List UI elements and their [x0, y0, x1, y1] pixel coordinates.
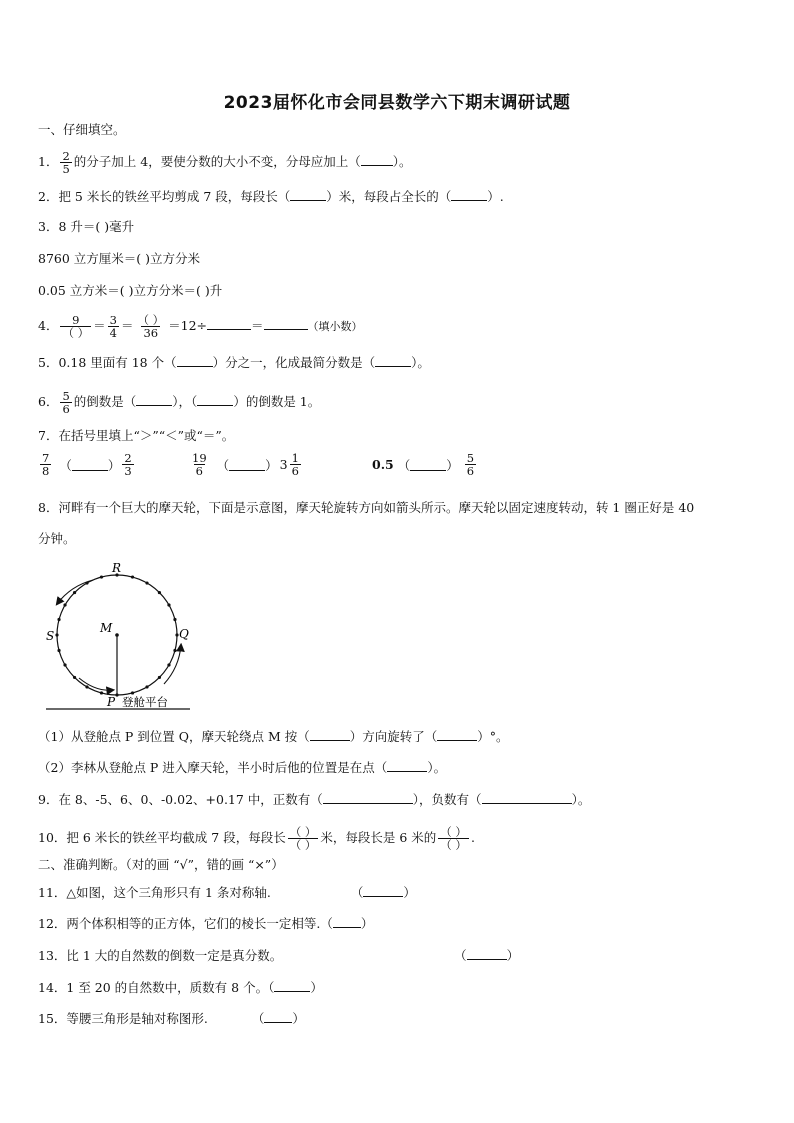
q1-tail: ）。: [392, 154, 412, 169]
q4-answer-blank-1[interactable]: [207, 317, 251, 330]
wheel-cabin-dot: [85, 685, 88, 688]
q6-denominator: 6: [62, 402, 70, 416]
wheel-cabin-dot: [55, 633, 58, 636]
q4-fraction-1: [60, 314, 91, 339]
wheel-cabin-dot: [173, 618, 176, 621]
q6-answer-blank-2[interactable]: [197, 393, 233, 406]
wheel-cabin-dot: [167, 663, 170, 666]
q2-mid: ）米，每段占全长的（: [326, 189, 452, 204]
q7-c2-left-num: 19: [192, 451, 207, 465]
q15-text: 15．等腰三角形是轴对称图形.: [38, 1011, 208, 1026]
q1-text: 的分子加上 4，要使分数的大小不变，分母应加上（: [73, 154, 361, 169]
q4-number: 4．: [38, 318, 59, 333]
question-8-sub-1: [38, 728, 509, 745]
label-s: S: [46, 629, 55, 643]
q15-open: （: [251, 1011, 265, 1026]
q4-tail: （填小数）: [307, 320, 363, 333]
q10-fraction-1[interactable]: [288, 826, 319, 851]
question-3-b: 8760 立方厘米＝( )立方分米: [38, 251, 201, 266]
q4-f1-denominator: （ ）: [62, 326, 90, 340]
q10-f1-den: （ ）: [289, 838, 317, 852]
q9-answer-blank-1[interactable]: [323, 791, 413, 804]
q8-sub2-tail: ）。: [427, 760, 447, 775]
q9-tail: ）。: [571, 792, 591, 807]
wheel-cabin-dot: [57, 649, 60, 652]
q11-open: （: [350, 885, 364, 900]
q5-answer-blank-1[interactable]: [177, 354, 213, 367]
rotation-arrow-bottom: [79, 678, 113, 690]
q7-c2-whole: 3: [279, 457, 288, 472]
q8-sub2-text: （2）李林从登舱点 P 进入摩天轮，半小时后他的位置是在点（: [38, 760, 388, 775]
q7-c1-left-num: 7: [42, 451, 50, 465]
q14-close: ）: [310, 980, 323, 995]
q11-answer-blank[interactable]: [363, 884, 403, 897]
q1-numerator: 2: [62, 149, 70, 163]
q6-tail: ）的倒数是 1。: [233, 394, 321, 409]
wheel-cabin-dot: [173, 649, 176, 652]
q1-answer-blank[interactable]: [361, 153, 393, 166]
q2-tail: ）.: [487, 189, 504, 204]
q8-sub1-tail: ）°。: [477, 729, 509, 744]
question-1: [38, 150, 411, 175]
q7-comparison-3: [372, 452, 478, 477]
q7-c2-right-num: 1: [291, 451, 299, 465]
label-platform: 登舱平台: [122, 695, 168, 709]
page-title: 2023届怀化市会同县数学六下期末调研试题: [223, 93, 571, 113]
q6-text: 的倒数是（: [73, 394, 137, 409]
label-p: P: [107, 695, 116, 709]
wheel-cabin-dot: [63, 663, 66, 666]
wheel-cabin-dot: [131, 575, 134, 578]
q13-open: （: [460, 948, 467, 963]
question-11: [38, 884, 416, 901]
q8-sub1-mid: ）方向旋转了（: [349, 729, 438, 744]
q12-close: ）: [360, 916, 374, 931]
section-2-heading: 二、准确判断。（对的画 “√”，错的画 “×”）: [38, 857, 284, 872]
q5-mid: ）分之一，化成最简分数是（: [212, 355, 376, 370]
question-14: [38, 979, 323, 996]
q4-f2-numerator: 3: [109, 313, 117, 327]
rotation-arrow-right: [164, 645, 181, 684]
q7-c1-close: ）: [107, 457, 121, 473]
q8-sub1-text: （1）从登舱点 P 到位置 Q，摩天轮绕点 M 按（: [38, 729, 310, 744]
q10-fraction-2[interactable]: [438, 826, 469, 851]
q7-c1-left-fraction: [40, 452, 51, 477]
wheel-cabin-dot: [158, 676, 161, 679]
q10-f2-den: （ ）: [440, 838, 467, 852]
q4-fraction-2: [108, 314, 119, 339]
q10-f2-num: （ ）: [440, 825, 467, 839]
q4-equals-3: ＝: [251, 318, 264, 333]
q5-answer-blank-2[interactable]: [375, 354, 411, 367]
q14-text: 14．1 至 20 的自然数中，质数有 8 个。（: [38, 980, 275, 995]
q14-answer-blank[interactable]: [274, 979, 310, 992]
question-7: 7．在括号里填上“＞”“＜”或“＝”。: [38, 428, 235, 443]
q2-text: 2．把 5 米长的铁丝平均剪成 7 段，每段长（: [38, 189, 291, 204]
label-q: Q: [179, 627, 189, 641]
q1-number: 1．: [38, 154, 59, 169]
q7-c2-answer-blank[interactable]: [229, 458, 265, 471]
q10-tail: .: [470, 830, 475, 845]
q2-answer-blank-2[interactable]: [451, 188, 487, 201]
ferris-wheel-diagram: [38, 558, 208, 714]
question-8-line-1: 8．河畔有一个巨大的摩天轮，下面是示意图，摩天轮旋转方向如箭头所示。摩天轮以固定速度转动，转 1 圈正好是 40: [38, 500, 695, 515]
q13-text: 13．比 1 大的自然数的倒数一定是真分数。: [38, 948, 283, 963]
q8-sub2-answer-blank[interactable]: [387, 759, 427, 772]
q7-c1-right-fraction: [122, 452, 133, 477]
q7-comparison-1: [38, 452, 136, 477]
q4-f2-denominator: 4: [109, 326, 117, 340]
q7-c1-left-den: 8: [42, 464, 50, 478]
q7-c1-right-num: 2: [124, 451, 132, 465]
q9-answer-blank-2[interactable]: [482, 791, 572, 804]
q12-answer-blank[interactable]: [333, 915, 361, 928]
q15-close: ）: [292, 1011, 305, 1026]
q7-c2-right-den: 6: [291, 464, 299, 478]
q7-c2-left-den: 6: [195, 464, 203, 478]
q6-number: 6．: [38, 394, 59, 409]
wheel-cabin-dot: [100, 691, 103, 694]
question-8-sub-2: [38, 759, 446, 776]
q7-c3-right-num: 5: [466, 451, 475, 465]
question-4: [38, 314, 363, 339]
wheel-cabin-dot: [57, 618, 60, 621]
question-15: [38, 1010, 305, 1027]
label-m: M: [100, 621, 113, 635]
q10-text: 10．把 6 米长的铁丝平均截成 7 段，每段长: [38, 830, 286, 845]
q7-c2-left-fraction: [190, 452, 209, 477]
question-5: [38, 354, 430, 371]
question-13: [38, 947, 519, 964]
wheel-cabin-dot: [100, 575, 103, 578]
q4-f3-denominator: 36: [143, 326, 159, 340]
q7-c1-answer-blank[interactable]: [72, 458, 108, 471]
q4-f1-numerator: 9: [72, 313, 80, 327]
q4-equals-2: ＝: [120, 318, 134, 333]
question-3-c: 0.05 立方米＝( )立方分米＝( )升: [38, 283, 223, 298]
q4-f3-numerator: （ ）: [137, 313, 165, 327]
q7-c3-answer-blank[interactable]: [410, 458, 446, 471]
question-12: [38, 915, 373, 932]
center-point-m: [115, 633, 119, 637]
question-9: [38, 791, 590, 808]
q7-c2-right-fraction: [290, 452, 301, 477]
q6-answer-blank-1[interactable]: [136, 393, 172, 406]
q13-close: ）: [506, 948, 520, 963]
q4-fraction-3: [135, 314, 166, 339]
question-2: [38, 188, 504, 205]
wheel-cabin-dot: [158, 591, 161, 594]
q7-c3-right-fraction: [465, 452, 476, 477]
q7-c3-open: （: [397, 457, 411, 473]
q5-text: 5．0.18 里面有 18 个（: [38, 355, 177, 370]
wheel-cabin-dot: [145, 581, 148, 584]
q7-c3-close: ）: [446, 457, 459, 473]
q1-fraction: [60, 150, 71, 175]
question-3-a: 3．8 升＝( )毫升: [38, 219, 135, 234]
q9-text: 9．在 8、-5、6、0、-0.02、+0.17 中，正数有（: [38, 792, 323, 807]
q4-equals-1: ＝: [93, 318, 106, 333]
q9-mid: ），负数有（: [412, 792, 482, 807]
section-1-heading: 一、仔细填空。: [38, 122, 126, 137]
q11-text: 11．△如图，这个三角形只有 1 条对称轴.: [38, 885, 271, 900]
q7-comparison-2: [188, 452, 303, 477]
question-7-comparisons: [38, 452, 598, 492]
q2-answer-blank-1[interactable]: [290, 188, 326, 201]
q15-answer-blank[interactable]: [264, 1010, 292, 1023]
q7-c3-right-den: 6: [466, 464, 475, 478]
q7-c1-open: （: [59, 457, 72, 473]
q1-denominator: 5: [62, 162, 70, 176]
q6-numerator: 5: [62, 389, 70, 403]
q13-answer-blank[interactable]: [467, 947, 507, 960]
q7-c2-open: （: [216, 457, 230, 473]
wheel-cabin-dot: [167, 603, 170, 606]
q4-answer-blank-2[interactable]: [264, 317, 308, 330]
q7-c3-left-value: 0.5: [372, 457, 394, 472]
wheel-cabin-dot: [73, 591, 76, 594]
q7-c2-close: ）: [265, 457, 278, 473]
question-8-line-2: 分钟。: [38, 531, 76, 546]
q11-close: ）: [403, 885, 416, 900]
q12-text: 12．两个体积相等的正方体，它们的棱长一定相等.（: [38, 916, 333, 931]
q10-f1-num: （ ）: [289, 825, 317, 839]
label-r: R: [112, 561, 122, 575]
q10-mid: 米，每段长是 6 米的: [320, 830, 437, 845]
question-6: [38, 390, 320, 415]
q6-fraction: [60, 390, 71, 415]
q6-mid: ），（: [172, 394, 198, 409]
q5-tail: ）。: [411, 355, 430, 370]
q8-sub1-answer-blank-1[interactable]: [310, 728, 350, 741]
wheel-cabin-dot: [63, 603, 66, 606]
q7-c1-right-den: 3: [124, 464, 132, 478]
q8-sub1-answer-blank-2[interactable]: [437, 728, 477, 741]
wheel-cabin-dot: [145, 685, 148, 688]
question-10: [38, 826, 475, 851]
q4-division: ＝12÷: [168, 318, 208, 333]
wheel-cabin-dot: [73, 676, 76, 679]
